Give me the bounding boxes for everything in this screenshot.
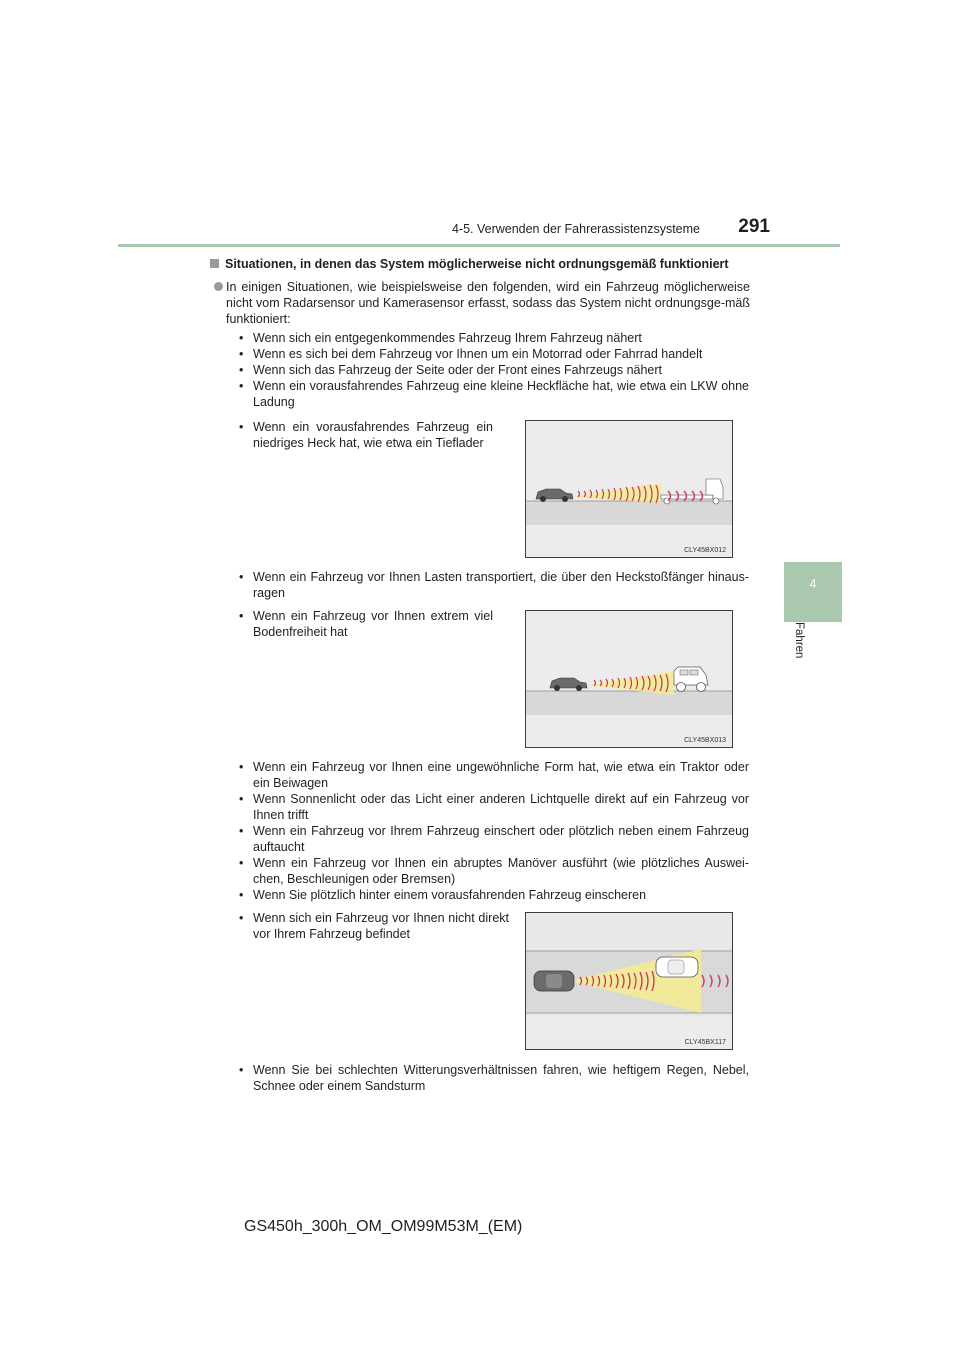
list-item: • Wenn Sie plötzlich hinter einem vorausfahrenden Fahrzeug einscheren — [239, 888, 647, 902]
running-header: 4-5. Verwenden der Fahrerassistenzsysteme — [451, 222, 700, 236]
bullet-mark: • — [239, 760, 244, 774]
bullet-mark: • — [239, 570, 244, 584]
list-item: • Wenn sich ein Fahrzeug vor Ihnen nicht direkt vor Ihrem Fahrzeug befindet — [239, 911, 509, 941]
list-item: • Wenn ein Fahrzeug vor Ihnen ein abruptes Manöver ausführt (wie plötzliches Auswei-chen, Beschleunigen oder Bremsen) — [239, 856, 749, 886]
bullet-mark: • — [239, 379, 244, 393]
bullet-mark: • — [239, 888, 244, 902]
list-item: • Wenn ein Fahrzeug vor Ihrem Fahrzeug einschert oder plötzlich neben einem Fahrzeug auftaucht — [239, 824, 749, 854]
list-item: • Wenn ein vorausfahrendes Fahrzeug eine kleine Heckfläche hat, wie etwa ein LKW ohne Ladung — [239, 379, 749, 409]
bullet-mark: • — [239, 792, 244, 806]
bullet-mark: • — [239, 856, 244, 870]
bullet-mark: • — [239, 331, 244, 345]
figure-high-clearance — [525, 610, 733, 748]
bullet-mark: • — [239, 824, 244, 838]
list-item: • Wenn es sich bei dem Fahrzeug vor Ihnen um ein Motorrad oder Fahrrad handelt — [239, 347, 703, 361]
list-item: • Wenn ein vorausfahrendes Fahrzeug ein niedriges Heck hat, wie etwa ein Tieflader — [239, 420, 493, 450]
bullet-mark: • — [239, 363, 244, 377]
list-item: • Wenn Sonnenlicht oder das Licht einer anderen Lichtquelle direkt auf ein Fahrzeug vor Ihnen trifft — [239, 792, 749, 822]
chapter-label — [792, 622, 808, 682]
figure-code: CLY45BX013 — [684, 737, 726, 744]
figure-code: CLY45BX117 — [684, 1039, 726, 1046]
list-item: • Wenn ein Fahrzeug vor Ihnen extrem viel Bodenfreiheit hat — [239, 609, 493, 639]
figure-high-clearance-drawing — [526, 611, 732, 747]
figure-offset-vehicle — [525, 912, 733, 1050]
figure-low-trailer-drawing — [526, 421, 732, 557]
square-bullet-icon — [210, 259, 219, 268]
intro-paragraph — [226, 279, 750, 327]
header-rule — [118, 244, 840, 247]
figure-low-trailer — [525, 420, 733, 558]
circle-bullet-icon — [214, 282, 223, 291]
list-item: • Wenn ein Fahrzeug vor Ihnen eine ungewöhnliche Form hat, wie etwa ein Traktor oder ein Beiwagen — [239, 760, 749, 790]
bullet-mark: • — [239, 347, 244, 361]
figure-offset-vehicle-drawing — [526, 913, 732, 1049]
bullet-mark: • — [239, 1063, 244, 1077]
bullet-mark: • — [239, 609, 244, 623]
bullet-mark: • — [239, 420, 244, 434]
list-item: • Wenn Sie bei schlechten Witterungsverhältnissen fahren, wie heftigem Regen, Nebel, Schnee oder einem Sandsturm — [239, 1063, 749, 1093]
chapter-label-text: Fahren — [793, 622, 805, 659]
list-item: • Wenn sich ein entgegenkommendes Fahrzeug Ihrem Fahrzeug nähert — [239, 331, 642, 345]
section-heading-text: Situationen, in denen das System möglicherweise nicht ordnungsgemäß funktioniert — [225, 257, 729, 271]
list-item: • Wenn ein Fahrzeug vor Ihnen Lasten transportiert, die über den Heckstoßfänger hinaus-ragen — [239, 570, 749, 600]
bullet-mark: • — [239, 911, 244, 925]
document-code: GS450h_300h_OM_OM99M53M_(EM) — [244, 1218, 523, 1235]
page-number: 291 — [738, 216, 770, 237]
section-heading — [210, 257, 770, 271]
intro-text: In einigen Situationen, wie beispielsweise den folgenden, wird ein Fahrzeug möglicherweise nicht vom Radarsensor und Kamerasensor erfasst, sodass das System nicht ordnungsge-mäß funktioniert: — [226, 280, 750, 326]
chapter-tab — [784, 562, 842, 622]
chapter-tab-number: 4 — [809, 577, 817, 591]
figure-code: CLY45BX012 — [684, 547, 726, 554]
list-item: • Wenn sich das Fahrzeug der Seite oder der Front eines Fahrzeugs nähert — [239, 363, 663, 377]
